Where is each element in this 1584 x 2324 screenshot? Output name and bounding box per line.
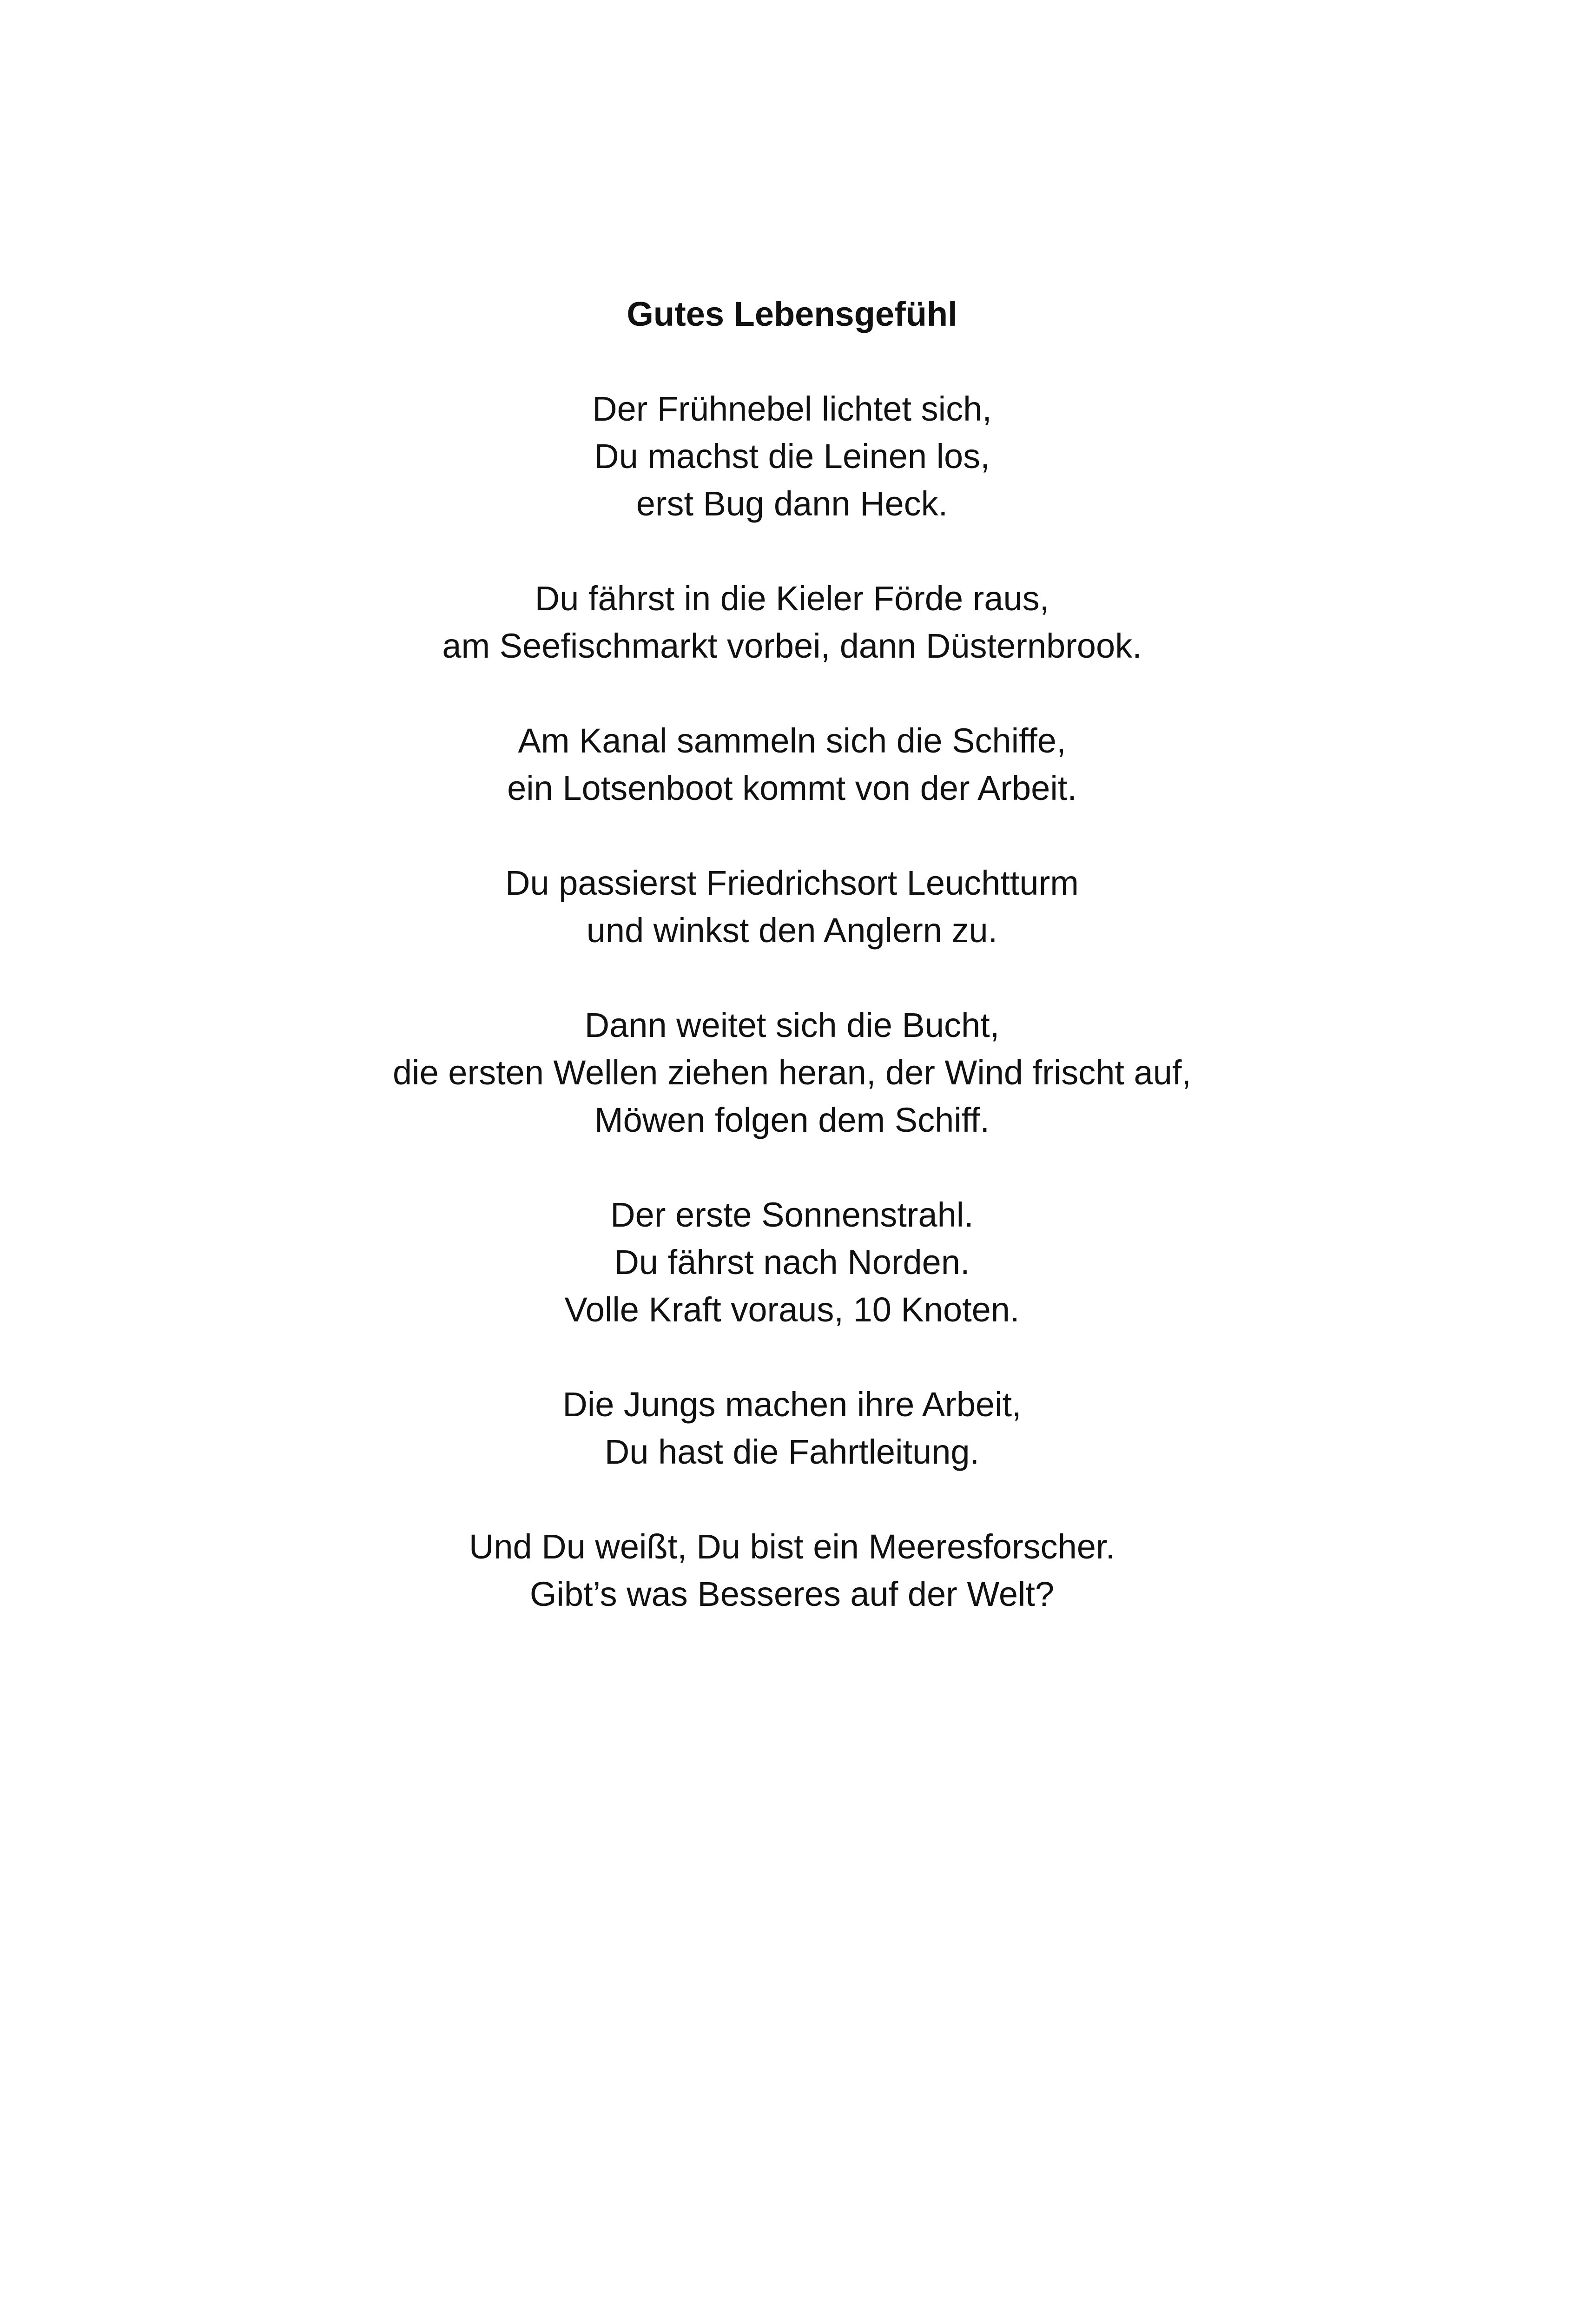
stanza-8 — [0, 1523, 1584, 1618]
poem-line: erst Bug dann Heck. — [636, 484, 948, 523]
poem-line: Du fährst nach Norden. — [614, 1243, 970, 1281]
stanza-7 — [0, 1381, 1584, 1476]
poem-line: Am Kanal sammeln sich die Schiffe, — [518, 721, 1066, 760]
stanza-2 — [0, 575, 1584, 670]
poem-line: Dann weitet sich die Bucht, — [584, 1006, 1000, 1044]
stanza-4 — [0, 859, 1584, 954]
poem-line: ein Lotsenboot kommt von der Arbeit. — [507, 769, 1077, 807]
poem-line: Du machst die Leinen los, — [594, 437, 990, 475]
poem-line: und winkst den Anglern zu. — [586, 911, 998, 950]
poem-line: Der erste Sonnenstrahl. — [610, 1195, 974, 1234]
stanza-3 — [0, 717, 1584, 812]
poem-line: die ersten Wellen ziehen heran, der Wind frischt auf, — [393, 1053, 1191, 1092]
poem-line: Gibt’s was Besseres auf der Welt? — [529, 1575, 1055, 1613]
poem-line: Möwen folgen dem Schiff. — [594, 1101, 990, 1139]
poem — [0, 290, 1584, 1665]
poem-line: am Seefischmarkt vorbei, dann Düsternbrook. — [442, 627, 1142, 665]
stanza-1 — [0, 385, 1584, 528]
poem-title: Gutes Lebensgefühl — [627, 295, 957, 333]
poem-line: Du hast die Fahrtleitung. — [604, 1433, 980, 1471]
poem-line: Und Du weißt, Du bist ein Meeresforscher. — [469, 1527, 1115, 1566]
poem-line: Du fährst in die Kieler Förde raus, — [535, 579, 1049, 618]
poem-line: Der Frühnebel lichtet sich, — [592, 390, 992, 428]
poem-line: Die Jungs machen ihre Arbeit, — [562, 1385, 1022, 1424]
poem-line: Volle Kraft voraus, 10 Knoten. — [564, 1290, 1020, 1329]
poem-line: Du passierst Friedrichsort Leuchtturm — [505, 864, 1079, 902]
stanza-6 — [0, 1191, 1584, 1334]
stanza-5 — [0, 1002, 1584, 1144]
